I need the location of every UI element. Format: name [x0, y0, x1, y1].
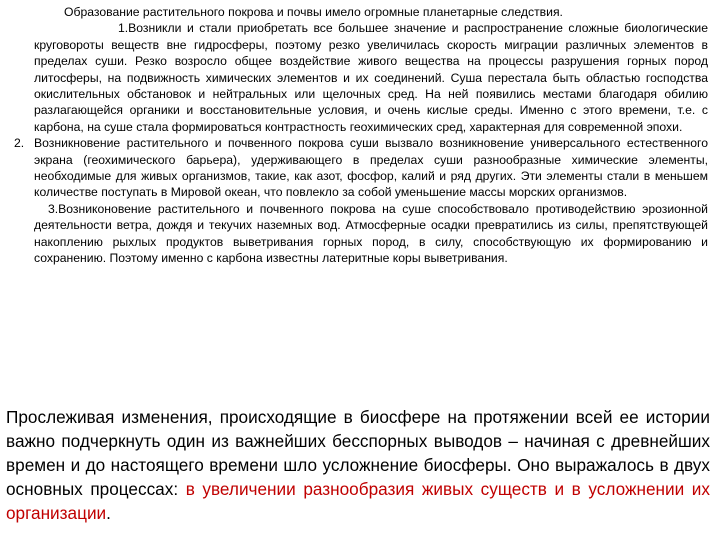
consequence-item-2 [14, 135, 708, 201]
item-2-number: 2. [14, 136, 25, 151]
conclusion-text: Прослеживая изменения, происходящие в биосфере на протяжении всей ее истории важно подчеркнуть один из важнейших бесспорных выводов – начиная с древнейших времен и до настоящего времени шло усложнение биосферы. Оно выражалось в двух основных процессах: [6, 407, 710, 499]
planetary-consequences-section [14, 4, 708, 267]
conclusion-highlight: в увеличении разнообразия живых существ и в усложнении их организации [6, 479, 710, 523]
item-2-text: Возникновение растительного и почвенного покрова суши вызвало возникновение универсального естественного экрана (геохимического барьера), удерживающего в пределах суши разнообразные химические элементы, необходимые для живых организмов, такие, как азот, фосфор, калий и ряд других. Эти элементы стали в меньшем количестве поступать в Мировой океан, что повлекло за собой уменьшение массы морских организмов. [34, 136, 708, 200]
biosphere-conclusion-paragraph [6, 405, 710, 525]
intro-paragraph: Образование растительного покрова и почвы имело огромные планетарные следствия. [64, 5, 563, 19]
consequence-item-1: 1.Возникли и стали приобретать все большее значение и распространение сложные биологические круговороты веществ вне гидросферы, поэтому резко увеличилась скорость миграции различных элементов в пределах суши. Резко возросло общее воздействие живого вещества на процессы разрушения горных пород литосферы, на подвижность химических элементов и их соединений. Суша перестала быть областью господства окислительных обстановок и нейтральных или щелочных сред. На ней появились местами благодаря обилию разлагающейся органики и восстановительные условия, и очень кислые среды. Именно с этого времени, т.е. с карбона, на суше стала формироваться контрастность геохимических сред, характерная для современной эпохи. [34, 21, 708, 134]
conclusion-end: . [106, 503, 111, 523]
consequence-item-3: 3.Возниконовение растительного и почвенного покрова на суше способствовало противодействию эрозионной деятельности ветра, дождя и текучих наземных вод. Атмосферные осадки превратились из силы, препятствующей накоплению рыхлых продуктов выветривания горных пород, в силу, способствующую их формированию и сохранению. Поэтому именно с карбона известны латеритные коры выветривания. [34, 201, 708, 266]
